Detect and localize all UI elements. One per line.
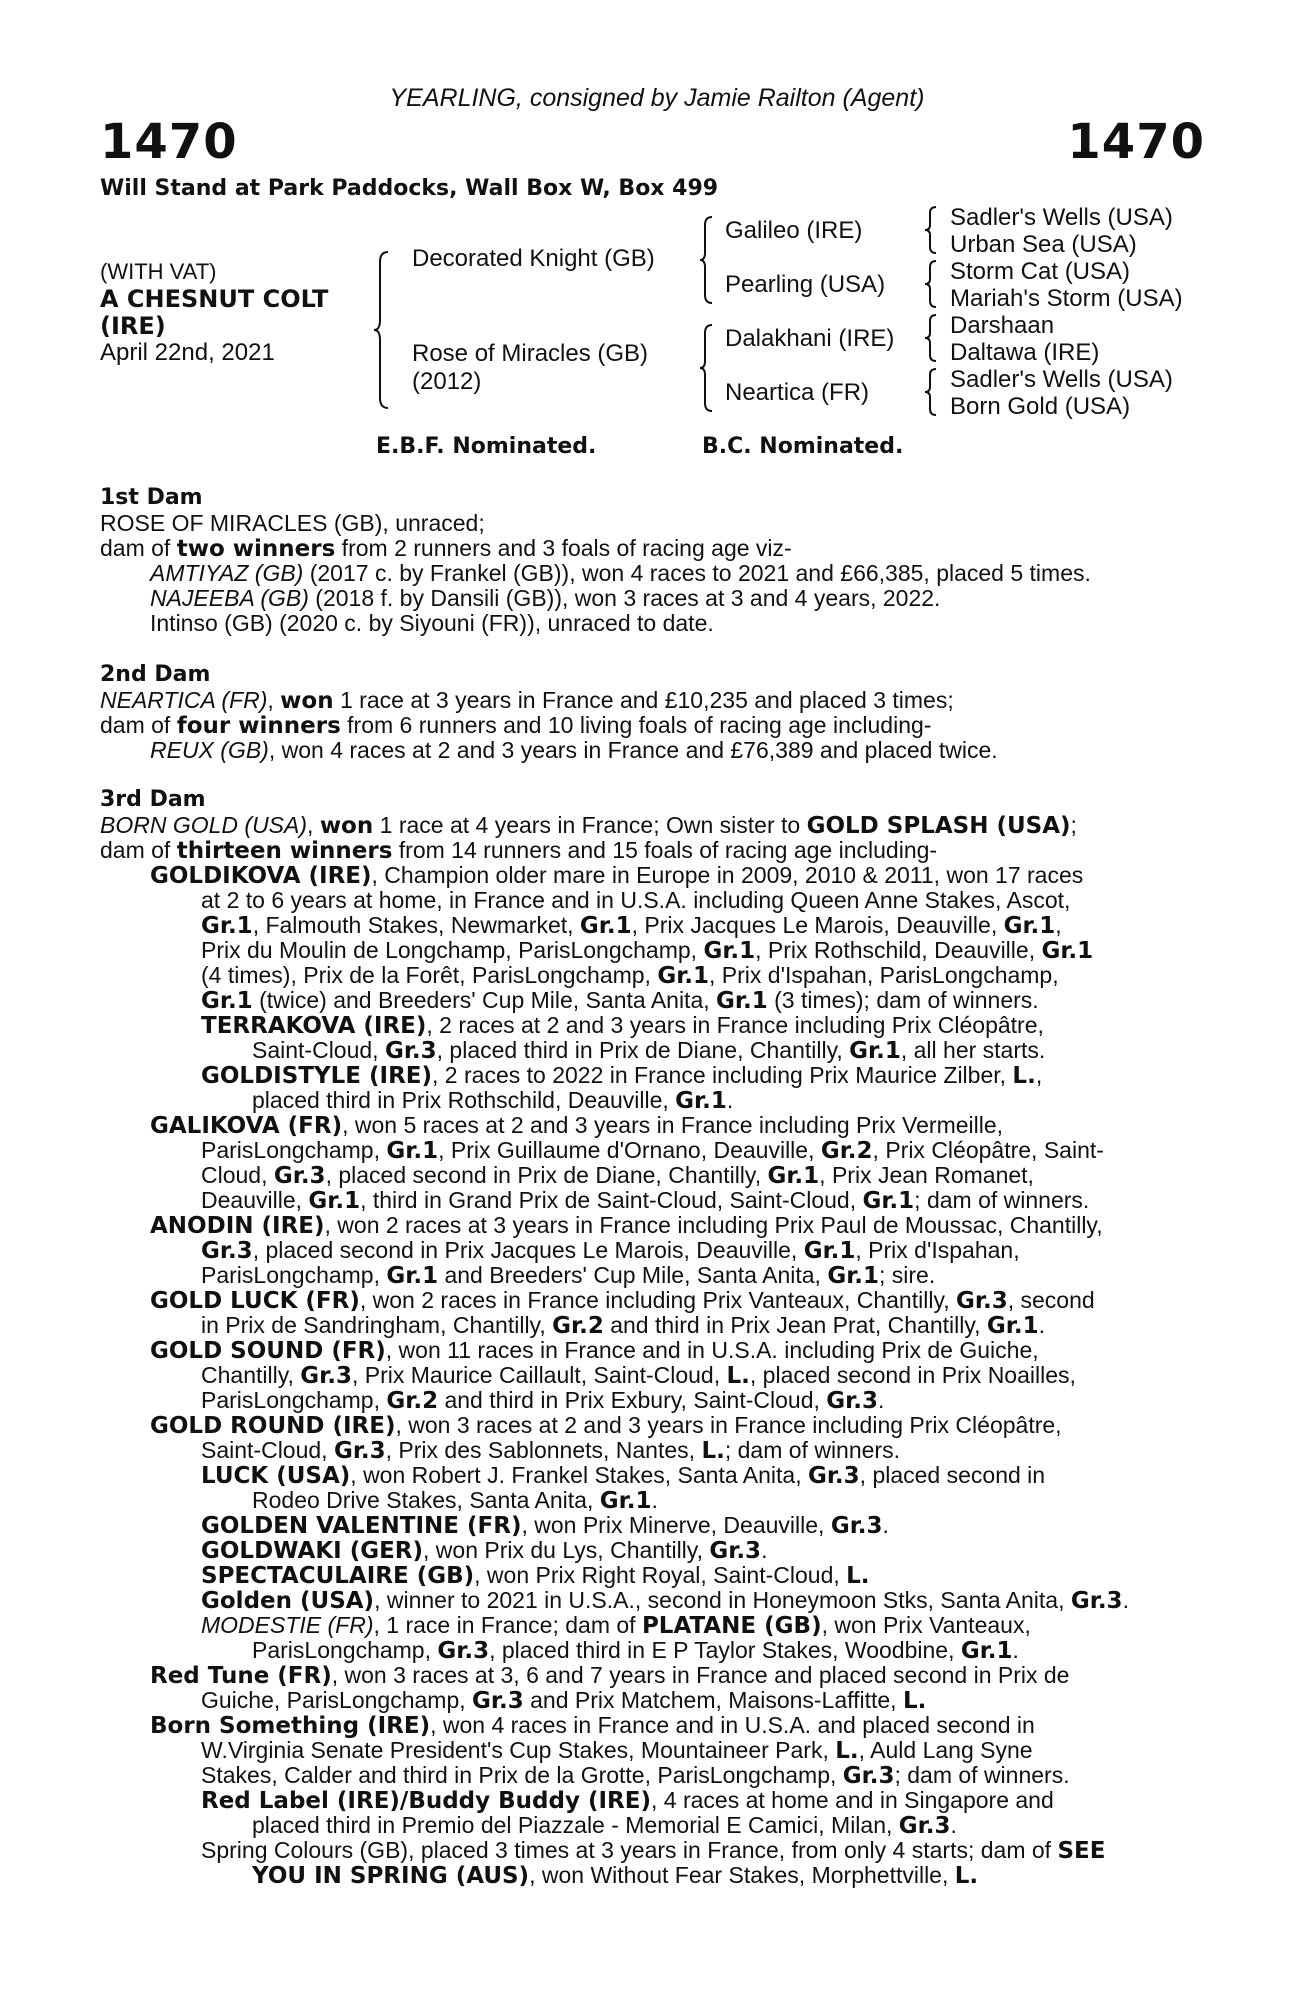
galikova-line-3: Cloud, Gr.3, placed second in Prix de Diane, Chantilly, Gr.1, Prix Jean Romanet, bbox=[201, 1162, 1034, 1189]
dam-dam: Neartica (FR) bbox=[725, 379, 870, 406]
lot-number-left: 1470 bbox=[100, 114, 238, 170]
ped-sds: Storm Cat (USA) bbox=[950, 258, 1131, 285]
ped-ddd: Born Gold (USA) bbox=[950, 393, 1131, 420]
spring-colours-line-2: YOU IN SPRING (AUS), won Without Fear Stakes, Morphettville, L. bbox=[252, 1862, 979, 1889]
ped-dss: Darshaan bbox=[950, 312, 1055, 339]
pedigree-brace-3a bbox=[924, 205, 938, 255]
goldistyle-line-2: placed third in Prix Rothschild, Deauville, Gr.1. bbox=[252, 1087, 734, 1114]
red-tune-line-2: Guiche, ParisLongchamp, Gr.3 and Prix Matchem, Maisons-Laffitte, L. bbox=[201, 1687, 927, 1714]
pedigree-brace-sire bbox=[698, 215, 714, 305]
ped-sdd: Mariah's Storm (USA) bbox=[950, 285, 1183, 312]
pedigree-brace-main bbox=[372, 250, 392, 410]
golden-valentine-line: GOLDEN VALENTINE (FR), won Prix Minerve, Deauville, Gr.3. bbox=[201, 1512, 889, 1539]
pedigree-brace-3b bbox=[924, 259, 938, 309]
sire: Decorated Knight (GB) bbox=[412, 245, 655, 272]
pedigree-brace-3c bbox=[924, 313, 938, 363]
second-dam-line: NEARTICA (FR), won 1 race at 3 years in France and £10,235 and placed 3 times; bbox=[100, 687, 954, 714]
first-dam-produce-line: dam of two winners from 2 runners and 3 foals of racing age viz- bbox=[100, 535, 792, 562]
galikova-line-2: ParisLongchamp, Gr.1, Prix Guillaume d'Ornano, Deauville, Gr.2, Prix Cléopâtre, Saint- bbox=[201, 1137, 1104, 1164]
consignment-line: YEARLING, consigned by Jamie Railton (Agent) bbox=[389, 84, 925, 112]
third-dam-title: 3rd Dam bbox=[100, 787, 206, 812]
goldwaki-line: GOLDWAKI (GER), won Prix du Lys, Chantilly, Gr.3. bbox=[201, 1537, 768, 1564]
modestie-line-1: MODESTIE (FR), 1 race in France; dam of PLATANE (GB), won Prix Vanteaux, bbox=[201, 1612, 1031, 1639]
first-dam-line: ROSE OF MIRACLES (GB), unraced; bbox=[100, 510, 485, 536]
terrakova-line-1: TERRAKOVA (IRE), 2 races at 2 and 3 years in France including Prix Cléopâtre, bbox=[201, 1012, 1044, 1039]
luck-line-2: Rodeo Drive Stakes, Santa Anita, Gr.1. bbox=[252, 1487, 658, 1514]
gold-round-line-1: GOLD ROUND (IRE), won 3 races at 2 and 3 years in France including Prix Cléopâtre, bbox=[150, 1412, 1062, 1439]
second-dam-title: 2nd Dam bbox=[100, 662, 211, 687]
anodin-line-1: ANODIN (IRE), won 2 races at 3 years in France including Prix Paul de Moussac, Chantilly, bbox=[150, 1212, 1103, 1239]
third-dam-produce-line: dam of thirteen winners from 14 runners and 15 foals of racing age including- bbox=[100, 837, 938, 864]
spring-colours-line-1: Spring Colours (GB), placed 3 times at 3 years in France, from only 4 starts; dam of SEE bbox=[201, 1837, 1106, 1864]
ped-dds: Sadler's Wells (USA) bbox=[950, 366, 1173, 393]
red-tune-line-1: Red Tune (FR), won 3 races at 3, 6 and 7 years in France and placed second in Prix de bbox=[150, 1662, 1070, 1689]
galikova-line-1: GALIKOVA (FR), won 5 races at 2 and 3 years in France including Prix Vermeille, bbox=[150, 1112, 1004, 1139]
born-something-line-1: Born Something (IRE), won 4 races in France and in U.S.A. and placed second in bbox=[150, 1712, 1035, 1739]
pedigree-brace-3d bbox=[924, 367, 938, 417]
produce-intinso: Intinso (GB) (2020 c. by Siyouni (FR)), unraced to date. bbox=[150, 610, 714, 636]
sire-dam: Pearling (USA) bbox=[725, 271, 886, 298]
second-dam-produce-line: dam of four winners from 6 runners and 10 living foals of racing age including- bbox=[100, 712, 932, 739]
born-something-line-3: Stakes, Calder and third in Prix de la Grotte, ParisLongchamp, Gr.3; dam of winners. bbox=[201, 1762, 1070, 1789]
gold-sound-line-1: GOLD SOUND (FR), won 11 races in France and in U.S.A. including Prix de Guiche, bbox=[150, 1337, 1039, 1364]
foaling-date: April 22nd, 2021 bbox=[100, 339, 275, 366]
goldikova-line-3: Gr.1, Falmouth Stakes, Newmarket, Gr.1, Prix Jacques Le Marois, Deauville, Gr.1, bbox=[201, 912, 1062, 939]
red-label-line-1: Red Label (IRE)/Buddy Buddy (IRE), 4 races at home and in Singapore and bbox=[201, 1787, 1054, 1814]
gold-luck-line-2: in Prix de Sandringham, Chantilly, Gr.2 and third in Prix Jean Prat, Chantilly, Gr.1. bbox=[201, 1312, 1045, 1339]
produce-najeeba: NAJEEBA (GB) (2018 f. by Dansili (GB)), won 3 races at 3 and 4 years, 2022. bbox=[150, 585, 941, 611]
luck-line-1: LUCK (USA), won Robert J. Frankel Stakes, Santa Anita, Gr.3, placed second in bbox=[201, 1462, 1046, 1489]
ped-sss: Sadler's Wells (USA) bbox=[950, 204, 1173, 231]
modestie-line-2: ParisLongchamp, Gr.3, placed third in E P Taylor Stakes, Woodbine, Gr.1. bbox=[252, 1637, 1019, 1664]
ped-ssd: Urban Sea (USA) bbox=[950, 231, 1137, 258]
goldikova-line-5: (4 times), Prix de la Forêt, ParisLongchamp, Gr.1, Prix d'Ispahan, ParisLongchamp, bbox=[201, 962, 1059, 989]
gold-luck-line-1: GOLD LUCK (FR), won 2 races in France including Prix Vanteaux, Chantilly, Gr.3, second bbox=[150, 1287, 1095, 1314]
born-something-line-2: W.Virginia Senate President's Cup Stakes, Mountaineer Park, L., Auld Lang Syne bbox=[201, 1737, 1033, 1764]
horse-country: (IRE) bbox=[100, 312, 166, 340]
ped-dsd: Daltawa (IRE) bbox=[950, 339, 1100, 366]
horse-name: A CHESNUT COLT bbox=[100, 285, 329, 313]
gold-sound-line-3: ParisLongchamp, Gr.2 and third in Prix Exbury, Saint-Cloud, Gr.3. bbox=[201, 1387, 885, 1414]
sire-sire: Galileo (IRE) bbox=[725, 217, 863, 244]
gold-round-line-2: Saint-Cloud, Gr.3, Prix des Sablonnets, Nantes, L.; dam of winners. bbox=[201, 1437, 900, 1464]
goldikova-line-1: GOLDIKOVA (IRE), Champion older mare in Europe in 2009, 2010 & 2011, won 17 races bbox=[150, 862, 1084, 889]
galikova-line-4: Deauville, Gr.1, third in Grand Prix de Saint-Cloud, Saint-Cloud, Gr.1; dam of winners. bbox=[201, 1187, 1090, 1214]
pedigree-brace-dam bbox=[698, 323, 714, 413]
anodin-line-2: Gr.3, placed second in Prix Jacques Le Marois, Deauville, Gr.1, Prix d'Ispahan, bbox=[201, 1237, 1020, 1264]
ebf-nominated: E.B.F. Nominated. bbox=[376, 434, 597, 459]
third-dam-line: BORN GOLD (USA), won 1 race at 4 years in France; Own sister to GOLD SPLASH (USA); bbox=[100, 812, 1077, 839]
stand-location: Will Stand at Park Paddocks, Wall Box W, Box 499 bbox=[100, 176, 719, 201]
produce-reux: REUX (GB), won 4 races at 2 and 3 years in France and £76,389 and placed twice. bbox=[150, 737, 998, 763]
anodin-line-3: ParisLongchamp, Gr.1 and Breeders' Cup Mile, Santa Anita, Gr.1; sire. bbox=[201, 1262, 936, 1289]
produce-amtiyaz: AMTIYAZ (GB) (2017 c. by Frankel (GB)), won 4 races to 2021 and £66,385, placed 5 times. bbox=[150, 560, 1091, 586]
goldistyle-line-1: GOLDISTYLE (IRE), 2 races to 2022 in France including Prix Maurice Zilber, L., bbox=[201, 1062, 1043, 1089]
spectaculaire-line: SPECTACULAIRE (GB), won Prix Right Royal, Saint-Cloud, L. bbox=[201, 1562, 870, 1589]
terrakova-line-2: Saint-Cloud, Gr.3, placed third in Prix de Diane, Chantilly, Gr.1, all her starts. bbox=[252, 1037, 1046, 1064]
goldikova-line-6: Gr.1 (twice) and Breeders' Cup Mile, Santa Anita, Gr.1 (3 times); dam of winners. bbox=[201, 987, 1039, 1014]
dam: Rose of Miracles (GB) bbox=[412, 340, 649, 367]
dam-sire: Dalakhani (IRE) bbox=[725, 325, 895, 352]
gold-sound-line-2: Chantilly, Gr.3, Prix Maurice Caillault, Saint-Cloud, L., placed second in Prix Noailles, bbox=[201, 1362, 1076, 1389]
golden-line: Golden (USA), winner to 2021 in U.S.A., second in Honeymoon Stks, Santa Anita, Gr.3. bbox=[201, 1587, 1129, 1614]
goldikova-line-4: Prix du Moulin de Longchamp, ParisLongchamp, Gr.1, Prix Rothschild, Deauville, Gr.1 bbox=[201, 937, 1094, 964]
vat-note: (WITH VAT) bbox=[100, 259, 217, 284]
dam-year: (2012) bbox=[412, 368, 482, 395]
goldikova-line-2: at 2 to 6 years at home, in France and in U.S.A. including Queen Anne Stakes, Ascot, bbox=[201, 887, 1071, 913]
bc-nominated: B.C. Nominated. bbox=[702, 434, 904, 459]
red-label-line-2: placed third in Premio del Piazzale - Memorial E Camici, Milan, Gr.3. bbox=[252, 1812, 957, 1839]
first-dam-title: 1st Dam bbox=[100, 485, 203, 510]
lot-number-right: 1470 bbox=[1067, 114, 1205, 170]
